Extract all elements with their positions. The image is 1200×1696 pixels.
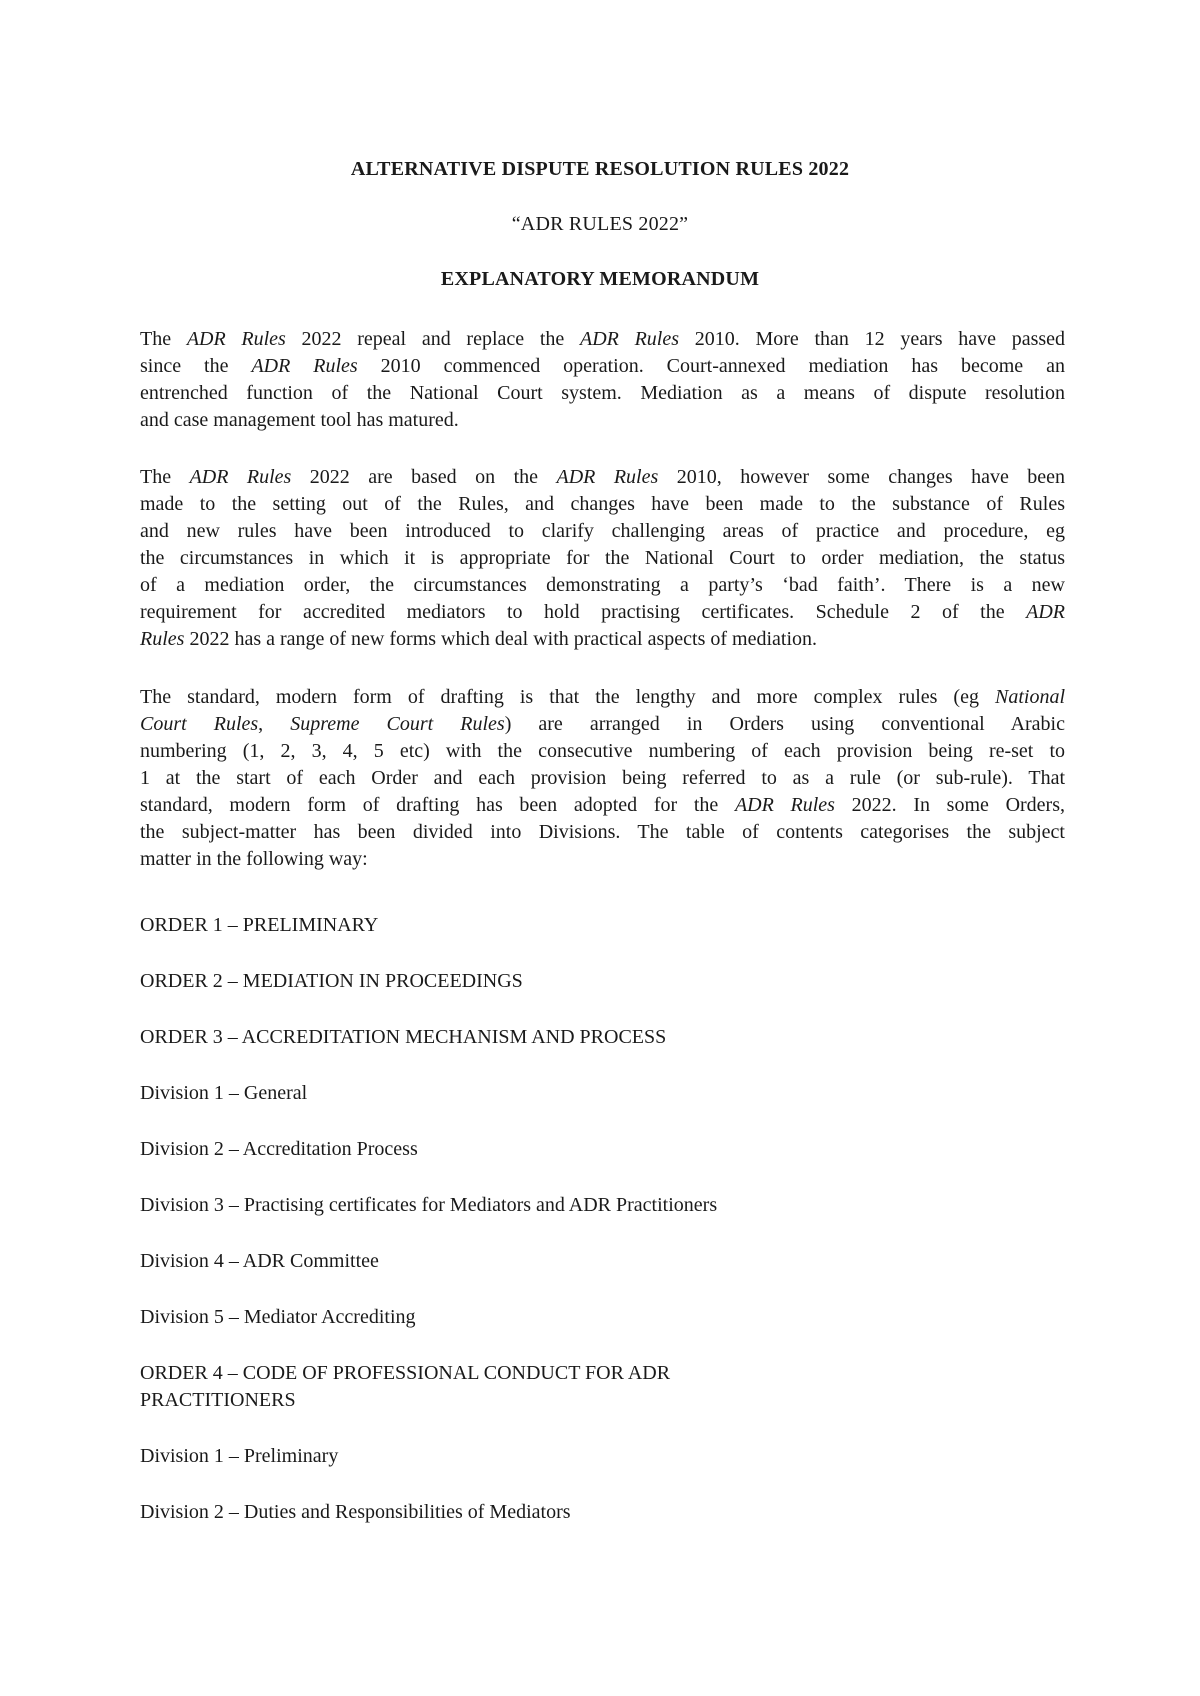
- contents-order-4: ORDER 4 – CODE OF PROFESSIONAL CONDUCT FOR ADR: [140, 1362, 671, 1384]
- paragraph-2: [140, 464, 1065, 653]
- paragraph-line: requirement for accredited mediators to hold practising certificates. Schedule 2 of the ADR: [140, 601, 1065, 623]
- paragraph-line: The ADR Rules 2022 repeal and replace the ADR Rules 2010. More than 12 years have passed: [140, 328, 1066, 350]
- contents-order-2: ORDER 2 – MEDIATION IN PROCEEDINGS: [140, 970, 523, 992]
- document-subtitle: EXPLANATORY MEMORANDUM: [440, 268, 760, 290]
- paragraph-line: Rules 2022 has a range of new forms which deal with practical aspects of mediation.: [140, 628, 818, 650]
- contents-order-3-division-3: Division 3 – Practising certificates for Mediators and ADR Practitioners: [140, 1194, 718, 1216]
- contents-order-3: ORDER 3 – ACCREDITATION MECHANISM AND PROCESS: [140, 1026, 667, 1048]
- paragraph-line: matter in the following way:: [140, 848, 368, 870]
- paragraph-line: The ADR Rules 2022 are based on the ADR Rules 2010, however some changes have been: [140, 466, 1066, 488]
- paragraph-line: of a mediation order, the circumstances demonstrating a party’s ‘bad faith’. There is a new: [140, 574, 1065, 596]
- contents-order-3-division-1: Division 1 – General: [140, 1082, 308, 1104]
- contents-order-3-division-2: Division 2 – Accreditation Process: [140, 1138, 418, 1160]
- paragraph-line: the circumstances in which it is appropriate for the National Court to order mediation, the status: [140, 547, 1065, 569]
- contents-order-4-division-2: Division 2 – Duties and Responsibilities of Mediators: [140, 1501, 571, 1523]
- document-title: ALTERNATIVE DISPUTE RESOLUTION RULES 2022: [350, 158, 850, 180]
- paragraph-line: the subject-matter has been divided into Divisions. The table of contents categorises the subject: [140, 821, 1065, 843]
- contents-order-3-division-5: Division 5 – Mediator Accrediting: [140, 1306, 416, 1328]
- paragraph-line: entrenched function of the National Court system. Mediation as a means of dispute resolution: [140, 382, 1065, 404]
- document-short-title: “ADR RULES 2022”: [511, 213, 689, 235]
- paragraph-line: and new rules have been introduced to clarify challenging areas of practice and procedure, eg: [140, 520, 1065, 542]
- paragraph-3: [140, 684, 1065, 873]
- paragraph-line: since the ADR Rules 2010 commenced operation. Court-annexed mediation has become an: [140, 355, 1066, 377]
- paragraph-line: Court Rules, Supreme Court Rules) are arranged in Orders using conventional Arabic: [140, 713, 1065, 735]
- paragraph-line: and case management tool has matured.: [140, 409, 459, 431]
- paragraph-line: 1 at the start of each Order and each provision being referred to as a rule (or sub-rule). That: [140, 767, 1065, 789]
- contents-order-4-continued: PRACTITIONERS: [140, 1389, 296, 1411]
- paragraph-line: numbering (1, 2, 3, 4, 5 etc) with the consecutive numbering of each provision being re-set to: [140, 740, 1065, 762]
- paragraph-line: standard, modern form of drafting has been adopted for the ADR Rules 2022. In some Orders,: [140, 794, 1065, 816]
- contents-order-3-division-4: Division 4 – ADR Committee: [140, 1250, 379, 1272]
- contents-order-1: ORDER 1 – PRELIMINARY: [140, 914, 379, 936]
- paragraph-line: The standard, modern form of drafting is that the lengthy and more complex rules (eg National: [140, 686, 1065, 708]
- paragraph-line: made to the setting out of the Rules, and changes have been made to the substance of Rules: [140, 493, 1065, 515]
- contents-order-4-division-1: Division 1 – Preliminary: [140, 1445, 339, 1467]
- paragraph-1: [140, 326, 1065, 434]
